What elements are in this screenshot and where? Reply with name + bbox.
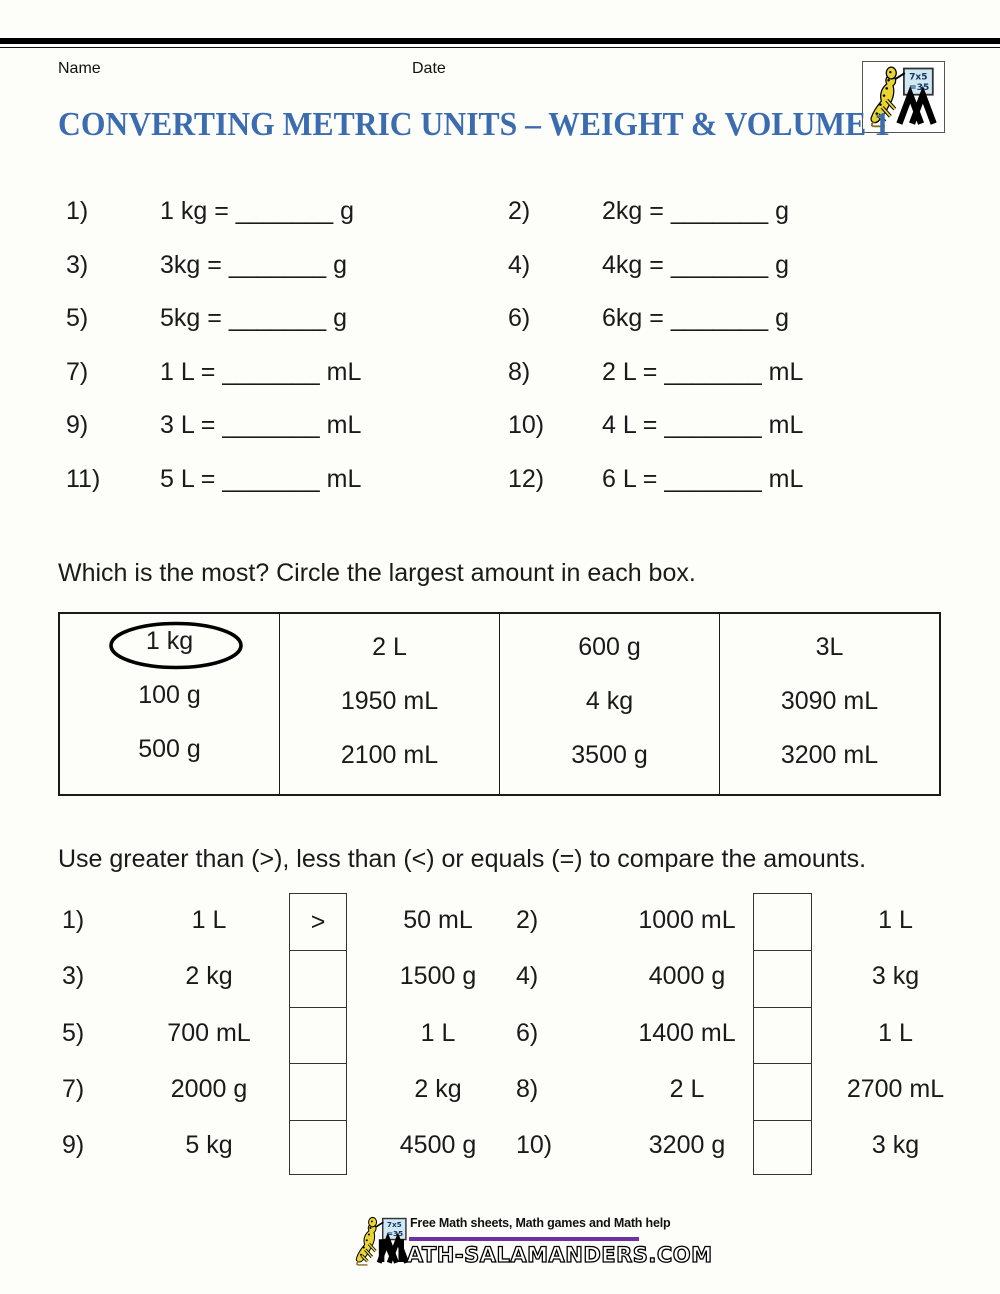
- question-unit: mL: [326, 465, 362, 493]
- equals-sign: =: [649, 197, 664, 225]
- question-unit: mL: [768, 358, 804, 386]
- question-number: 1): [62, 906, 85, 934]
- compare-value: 2 kg: [414, 1075, 462, 1103]
- top-rule-thick: [0, 38, 1000, 44]
- compare-value: 3200 g: [648, 1131, 726, 1159]
- question-number: 5): [66, 304, 89, 332]
- equals-sign: =: [200, 411, 216, 439]
- question-number: 4): [508, 251, 531, 279]
- answer-blank: _______: [222, 411, 320, 439]
- question-lhs: 3kg: [160, 251, 201, 279]
- question-number: 9): [62, 1131, 85, 1159]
- question-unit: g: [340, 197, 354, 225]
- question-unit: mL: [768, 411, 804, 439]
- question-lhs: 4kg: [602, 251, 643, 279]
- question-lhs: 5 L: [160, 465, 194, 493]
- answer-blank: _______: [228, 304, 327, 332]
- page-title: CONVERTING METRIC UNITS – WEIGHT & VOLUME 1: [58, 106, 890, 143]
- question-number: 12): [508, 465, 545, 493]
- compare-value: 1 L: [878, 1019, 913, 1047]
- question-number: 3): [66, 251, 89, 279]
- compare-value: 700 mL: [167, 1019, 251, 1047]
- table-cell: 100 g: [138, 680, 201, 709]
- equals-sign: =: [200, 465, 216, 493]
- table-cell: 3090 mL: [780, 686, 879, 715]
- compare-value: 3 kg: [871, 1131, 920, 1159]
- footer-tagline: Free Math sheets, Math games and Math help: [410, 1216, 671, 1230]
- question-expression: [602, 411, 803, 440]
- question-number: 11): [66, 465, 101, 493]
- question-lhs: 1 kg: [160, 197, 208, 225]
- table-cell: 500 g: [138, 734, 201, 763]
- question-number: 7): [66, 358, 89, 386]
- equals-sign: =: [649, 251, 664, 279]
- table-cell: 600 g: [578, 632, 641, 661]
- largest-amount-table: [58, 612, 941, 796]
- conversion-row: [0, 304, 1000, 338]
- equals-sign: =: [200, 358, 216, 386]
- table-box-3: [499, 614, 719, 794]
- table-box-2: [279, 614, 499, 794]
- question-expression: [160, 304, 347, 333]
- question-number: 2): [508, 197, 531, 225]
- question-unit: mL: [326, 358, 362, 386]
- question-unit: mL: [768, 465, 804, 493]
- compare-value: 4000 g: [648, 962, 726, 990]
- equals-sign: =: [642, 411, 658, 439]
- compare-row: [0, 1019, 1000, 1053]
- conversion-row: [0, 251, 1000, 285]
- compare-value: 4500 g: [399, 1131, 477, 1159]
- question-expression: [160, 465, 361, 494]
- table-cell: 1950 mL: [340, 686, 439, 715]
- table-cell: 4 kg: [585, 686, 634, 715]
- question-expression: [602, 197, 789, 226]
- compare-value: 1000 mL: [638, 906, 736, 934]
- question-expression: [602, 358, 803, 387]
- question-lhs: 5kg: [160, 304, 201, 332]
- table-cell: 3200 mL: [780, 740, 879, 769]
- answer-blank: _______: [664, 465, 762, 493]
- compare-row: [0, 962, 1000, 996]
- question-unit: mL: [326, 411, 362, 439]
- table-box-1: [60, 614, 279, 794]
- question-number: 9): [66, 411, 89, 439]
- equals-sign: =: [649, 304, 664, 332]
- answer-blank: _______: [228, 251, 327, 279]
- compare-value: 1400 mL: [638, 1019, 736, 1047]
- question-number: 4): [516, 962, 539, 990]
- top-rule-thin: [0, 47, 1000, 48]
- question-lhs: 4 L: [602, 411, 636, 439]
- question-unit: g: [333, 304, 348, 332]
- compare-row: [0, 906, 1000, 940]
- question-expression: [602, 465, 803, 494]
- footer-brand-rest: ATH-SALAMANDERS.COM: [406, 1243, 713, 1267]
- conversion-row: [0, 358, 1000, 392]
- answer-blank: _______: [222, 465, 320, 493]
- question-expression: [602, 251, 789, 280]
- answer-blank: _______: [670, 251, 769, 279]
- equals-sign: =: [642, 465, 658, 493]
- question-number: 6): [516, 1019, 539, 1047]
- answer-blank: _______: [670, 304, 769, 332]
- question-expression: [160, 411, 361, 440]
- compare-row: [0, 1075, 1000, 1109]
- table-cell: 1 kg: [145, 626, 194, 655]
- table-cell: 3L: [815, 632, 844, 661]
- compare-value: 1 L: [420, 1019, 456, 1047]
- answer-blank: _______: [670, 197, 769, 225]
- compare-value: 2 L: [669, 1075, 705, 1103]
- question-number: 1): [66, 197, 89, 225]
- question-expression: [602, 304, 789, 333]
- compare-section-heading: Use greater than (>), less than (<) or equals (=) to compare the amounts.: [58, 845, 867, 873]
- question-number: 10): [508, 411, 545, 439]
- question-lhs: 2 L: [602, 358, 636, 386]
- equals-sign: =: [207, 251, 222, 279]
- answer-blank: _______: [235, 197, 334, 225]
- question-expression: [160, 251, 347, 280]
- table-cell: 3500 g: [571, 740, 648, 769]
- question-number: 7): [62, 1075, 85, 1103]
- conversion-row: [0, 197, 1000, 231]
- question-number: 8): [508, 358, 531, 386]
- question-number: 8): [516, 1075, 539, 1103]
- compare-value: 2700 mL: [846, 1075, 945, 1103]
- equals-sign: =: [642, 358, 658, 386]
- question-lhs: 1 L: [160, 358, 194, 386]
- compare-value: 1 L: [878, 906, 913, 934]
- compare-value: 3 kg: [871, 962, 920, 990]
- name-label: Name: [58, 60, 101, 77]
- question-number: 3): [62, 962, 85, 990]
- question-lhs: 6kg: [602, 304, 643, 332]
- compare-value: 1 L: [191, 906, 227, 934]
- question-number: 6): [508, 304, 531, 332]
- question-lhs: 2kg: [602, 197, 643, 225]
- question-number: 2): [516, 906, 539, 934]
- table-box-4: [719, 614, 939, 794]
- question-lhs: 3 L: [160, 411, 194, 439]
- table-cell: 2 L: [372, 632, 407, 661]
- conversion-row: [0, 465, 1000, 499]
- circle-section-heading: Which is the most? Circle the largest amount in each box.: [58, 559, 696, 587]
- compare-answer-box: >: [310, 907, 326, 936]
- compare-row: [0, 1131, 1000, 1165]
- question-number: 10): [516, 1131, 553, 1159]
- footer-brand-initial: M: [376, 1234, 407, 1270]
- equals-sign: =: [207, 304, 222, 332]
- table-cell: 2100 mL: [340, 740, 439, 769]
- question-expression: [160, 358, 361, 387]
- question-unit: g: [775, 197, 790, 225]
- question-number: 5): [62, 1019, 85, 1047]
- answer-blank: _______: [222, 358, 320, 386]
- footer-brand: [376, 1234, 713, 1270]
- question-unit: g: [775, 304, 790, 332]
- compare-value: 2000 g: [170, 1075, 248, 1103]
- answer-blank: _______: [664, 411, 762, 439]
- conversion-row: [0, 411, 1000, 445]
- question-lhs: 6 L: [602, 465, 636, 493]
- compare-value: 2 kg: [185, 962, 233, 990]
- answer-blank: _______: [664, 358, 762, 386]
- question-expression: [160, 197, 354, 226]
- question-unit: g: [775, 251, 790, 279]
- equals-sign: =: [214, 197, 229, 225]
- question-unit: g: [333, 251, 348, 279]
- compare-value: 5 kg: [185, 1131, 233, 1159]
- compare-value: 1500 g: [399, 962, 477, 990]
- date-label: Date: [412, 60, 446, 77]
- compare-value: 50 mL: [403, 906, 473, 934]
